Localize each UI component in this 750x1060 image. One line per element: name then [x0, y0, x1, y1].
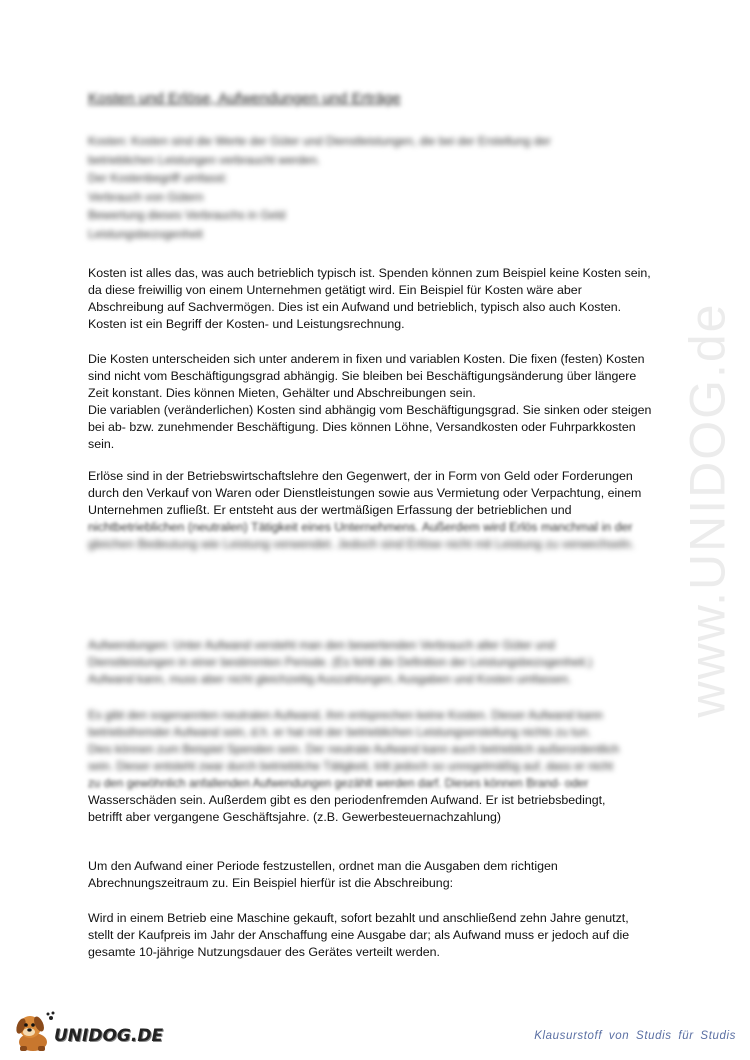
text-line: stellt der Kaufpreis im Jahr der Anschaffung eine Ausgabe dar; als Aufwand muss er jedoch auf die [88, 928, 630, 942]
text-line: betriebsfremder Aufwand sein, d.h. er hat mit der betrieblichen Leistungserstellung nichts zu tun. [88, 725, 591, 739]
text-line: Kosten ist alles das, was auch betrieblich typisch ist. Spenden können zum Beispiel keine Kosten sein, [88, 266, 651, 280]
text-line: Erlöse sind in der Betriebswirtschaftslehre den Gegenwert, der in Form von Geld oder Forderungen [88, 469, 633, 483]
text-line: Es gibt den sogenannten neutralen Aufwand, ihm entsprechen keine Kosten. Dieser Aufwand kann [88, 708, 603, 722]
paragraph-fix-variabel [88, 351, 688, 453]
intro-paragraph [88, 132, 688, 243]
text-line: durch den Verkauf von Waren oder Dienstleistungen sowie aus Vermietung oder Verpachtung, einem [88, 486, 642, 500]
paragraph-periode [88, 858, 688, 892]
text-line: gleichen Bedeutung wie Leistung verwendet. Jedoch sind Erlöse nicht mit Leistung zu verwechseln. [88, 537, 635, 551]
watermark-text: www.UNIDOG.de [679, 302, 735, 718]
document-title: Kosten und Erlöse, Aufwendungen und Erträge [88, 90, 401, 107]
text-line: Bewertung dieses Verbrauchs in Geld [88, 208, 286, 222]
text-line: Wird in einem Betrieb eine Maschine gekauft, sofort bezahlt und anschließend zehn Jahre genutzt, [88, 911, 629, 925]
paragraph-erloese [88, 468, 688, 553]
text-line: Aufwand kann, muss aber nicht gleichzeitig Auszahlungen, Ausgaben und Kosten umfassen. [88, 672, 572, 686]
text-line: da diese freiwillig von einem Unternehmen getätigt wird. Ein Beispiel für Kosten wäre aber [88, 283, 582, 297]
text-line: zu den gewöhnlich anfallenden Aufwendungen gezählt werden darf. Dieses können Brand- oder [88, 776, 589, 790]
text-line: Die variablen (veränderlichen) Kosten sind abhängig vom Beschäftigungsgrad. Sie sinken oder steigen [88, 403, 652, 417]
text-line: Kosten ist ein Begriff der Kosten- und Leistungsrechnung. [88, 317, 405, 331]
text-line: gesamte 10-jährige Nutzungsdauer des Gerätes verteilt werden. [88, 945, 440, 959]
text-line: Unternehmen zufließt. Er entsteht aus der wertmäßigen Erfassung der betrieblichen und [88, 503, 572, 517]
text-line: Aufwendungen: Unter Aufwand versteht man den bewertenden Verbrauch aller Güter und [88, 638, 555, 652]
paragraph-abschreibung [88, 910, 688, 961]
text-line: Wasserschäden sein. Außerdem gibt es den periodenfremden Aufwand. Er ist betriebsbedingt, [88, 793, 606, 807]
text-line: Die Kosten unterscheiden sich unter anderem in fixen und variablen Kosten. Die fixen (festen) Kosten [88, 352, 645, 366]
text-line: Dies können zum Beispiel Spenden sein. Der neutrale Aufwand kann auch betrieblich außerordentlich [88, 742, 620, 756]
text-line: Dienstleistungen in einer bestimmten Periode. (Es fehlt die Definition der Leistungsbezogenheit.) [88, 655, 593, 669]
text-line: Kosten: Kosten sind die Werte der Güter und Dienstleistungen, die bei der Erstellung der [88, 134, 551, 148]
watermark [672, 280, 742, 740]
paragraph-kosten [88, 265, 688, 333]
text-line: sein. [88, 437, 115, 451]
text-line: nichtbetrieblichen (neutralen) Tätigkeit eines Unternehmens. Außerdem wird Erlös manchmal in der [88, 520, 633, 534]
text-line: Zeit konstant. Dies können Mieten, Gehälter und Abschreibungen sein. [88, 386, 476, 400]
text-line: Der Kostenbegriff umfasst: [88, 171, 228, 185]
footer-slogan: Klausurstoff von Studis für Studis [534, 1030, 736, 1042]
text-line: Abrechnungszeitraum zu. Ein Beispiel hierfür ist die Abschreibung: [88, 876, 454, 890]
dog-mascot-icon [8, 1006, 56, 1054]
text-line: betrieblichen Leistungen verbraucht werden. [88, 152, 321, 167]
logo-text: UNIDOG.DE [54, 1026, 164, 1046]
text-line: sind nicht vom Beschäftigungsgrad abhängig. Sie bleiben bei Beschäftigungsänderung über längere [88, 369, 637, 383]
text-line: Verbrauch von Gütern [88, 189, 204, 204]
text-line: betrifft aber vergangene Geschäftsjahre. (z.B. Gewerbesteuernachzahlung) [88, 810, 502, 824]
paragraph-aufwendungen [88, 637, 688, 688]
text-line: Um den Aufwand einer Periode festzustellen, ordnet man die Ausgaben dem richtigen [88, 859, 558, 873]
text-line: bei ab- bzw. zunehmender Beschäftigung. Dies können Löhne, Versandkosten oder Fuhrparkkosten [88, 420, 636, 434]
paragraph-neutraler-aufwand [88, 707, 688, 826]
text-line: Abschreibung auf Sachvermögen. Dies ist ein Aufwand und betrieblich, typisch also auch Kosten. [88, 300, 622, 314]
text-line: sein. Dieser entsteht zwar durch betriebliche Tätigkeit, tritt jedoch so unregelmäßig auf, dass er nicht [88, 759, 614, 773]
unidog-logo [8, 1006, 168, 1054]
text-line: Leistungsbezogenheit [88, 226, 203, 241]
